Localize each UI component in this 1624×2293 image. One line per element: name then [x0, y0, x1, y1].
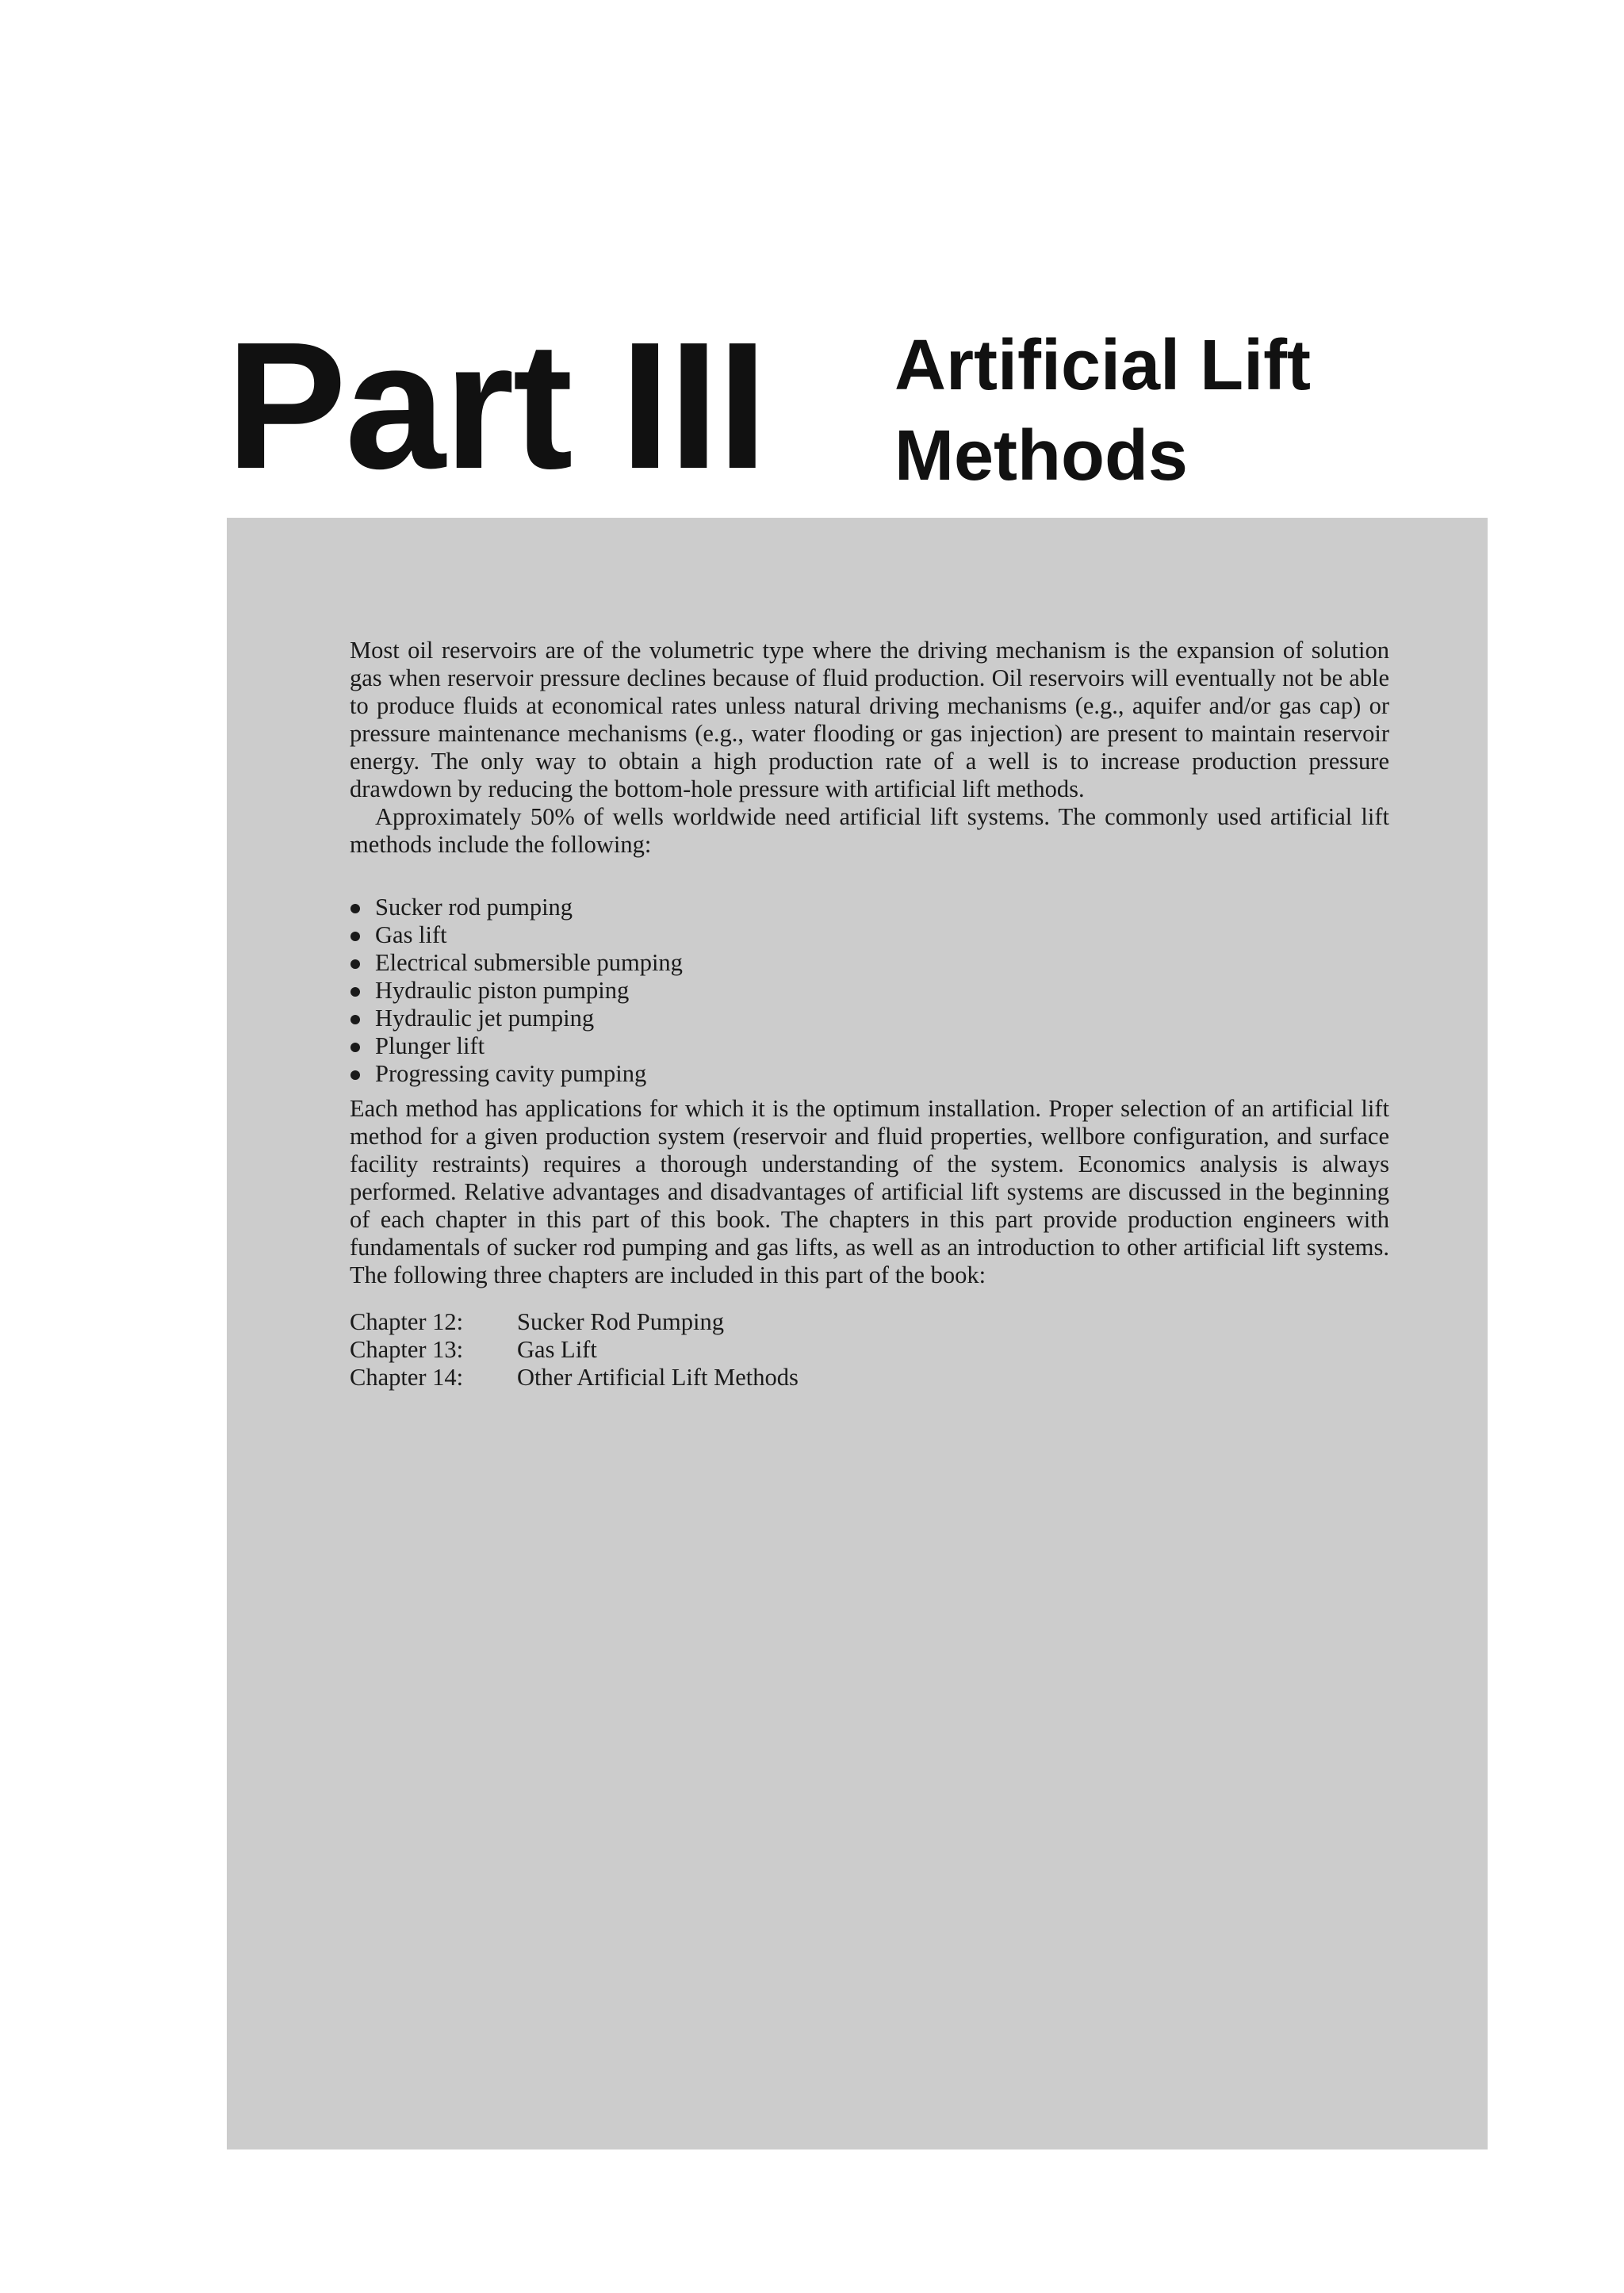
list-item-text: Hydraulic jet pumping [375, 1005, 595, 1032]
part-introduction [350, 637, 1389, 1391]
intro-paragraph: Approximately 50% of wells worldwide need artificial lift systems. The commonly used artificial lift methods include the following: [350, 803, 1389, 858]
list-item [350, 1032, 1389, 1060]
chapter-title: Gas Lift [517, 1336, 597, 1363]
chapter-title: Other Artificial Lift Methods [517, 1364, 799, 1391]
chapter-row [350, 1336, 1389, 1364]
part-title-line-1: Artificial Lift [894, 326, 1312, 405]
bullet-icon [350, 959, 360, 969]
list-item-text: Progressing cavity pumping [375, 1060, 647, 1087]
methods-list [350, 894, 1389, 1088]
chapter-number: Chapter 13: [350, 1336, 464, 1363]
list-item [350, 977, 1389, 1005]
list-item [350, 921, 1389, 949]
list-item-text: Gas lift [375, 921, 447, 948]
list-item [350, 894, 1389, 921]
chapter-title: Sucker Rod Pumping [517, 1308, 724, 1335]
chapter-row [350, 1364, 1389, 1391]
list-item [350, 949, 1389, 977]
part-label: Part III [226, 305, 766, 507]
bullet-icon [350, 1070, 360, 1080]
chapter-list [350, 1308, 1389, 1391]
list-item-text: Plunger lift [375, 1032, 485, 1059]
list-item-text: Electrical submersible pumping [375, 949, 683, 976]
part-title-line-2: Methods [894, 416, 1188, 496]
bullet-icon [350, 1015, 360, 1024]
list-item-text: Hydraulic piston pumping [375, 977, 630, 1004]
bullet-icon [350, 987, 360, 997]
chapter-number: Chapter 12: [350, 1308, 464, 1335]
bullet-icon [350, 932, 360, 941]
chapter-number: Chapter 14: [350, 1364, 464, 1391]
summary-paragraph: Each method has applications for which it is the optimum installation. Proper selection of an artificial lift method for a given production system (reservoir and fluid properties, wellbore configuration, and surface facility restraints) requires a thorough understanding of the system. Economics analysis is always performed. Relative advantages and disadvantages of artificial lift systems are discussed in the beginning of each chapter in this part of this book. The chapters in this part provide production engineers with fundamentals of sucker rod pumping and gas lifts, as well as an introduction to other artificial lift systems. The following three chapters are included in this part of the book: [350, 1095, 1389, 1288]
bullet-icon [350, 904, 360, 913]
bullet-icon [350, 1043, 360, 1052]
chapter-row [350, 1308, 1389, 1336]
part-title [894, 320, 1311, 501]
list-item-text: Sucker rod pumping [375, 894, 573, 921]
list-item [350, 1060, 1389, 1088]
list-item [350, 1005, 1389, 1032]
intro-paragraph: Most oil reservoirs are of the volumetric type where the driving mechanism is the expansion of solution gas when reservoir pressure declines because of fluid production. Oil reservoirs will eventually not be able to produce fluids at economical rates unless natural driving mechanisms (e.g., aquifer and/or gas cap) or pressure maintenance mechanisms (e.g., water flooding or gas injection) are present to maintain reservoir energy. The only way to obtain a high production rate of a well is to increase production pressure drawdown by reducing the bottom-hole pressure with artificial lift methods. [350, 637, 1389, 802]
